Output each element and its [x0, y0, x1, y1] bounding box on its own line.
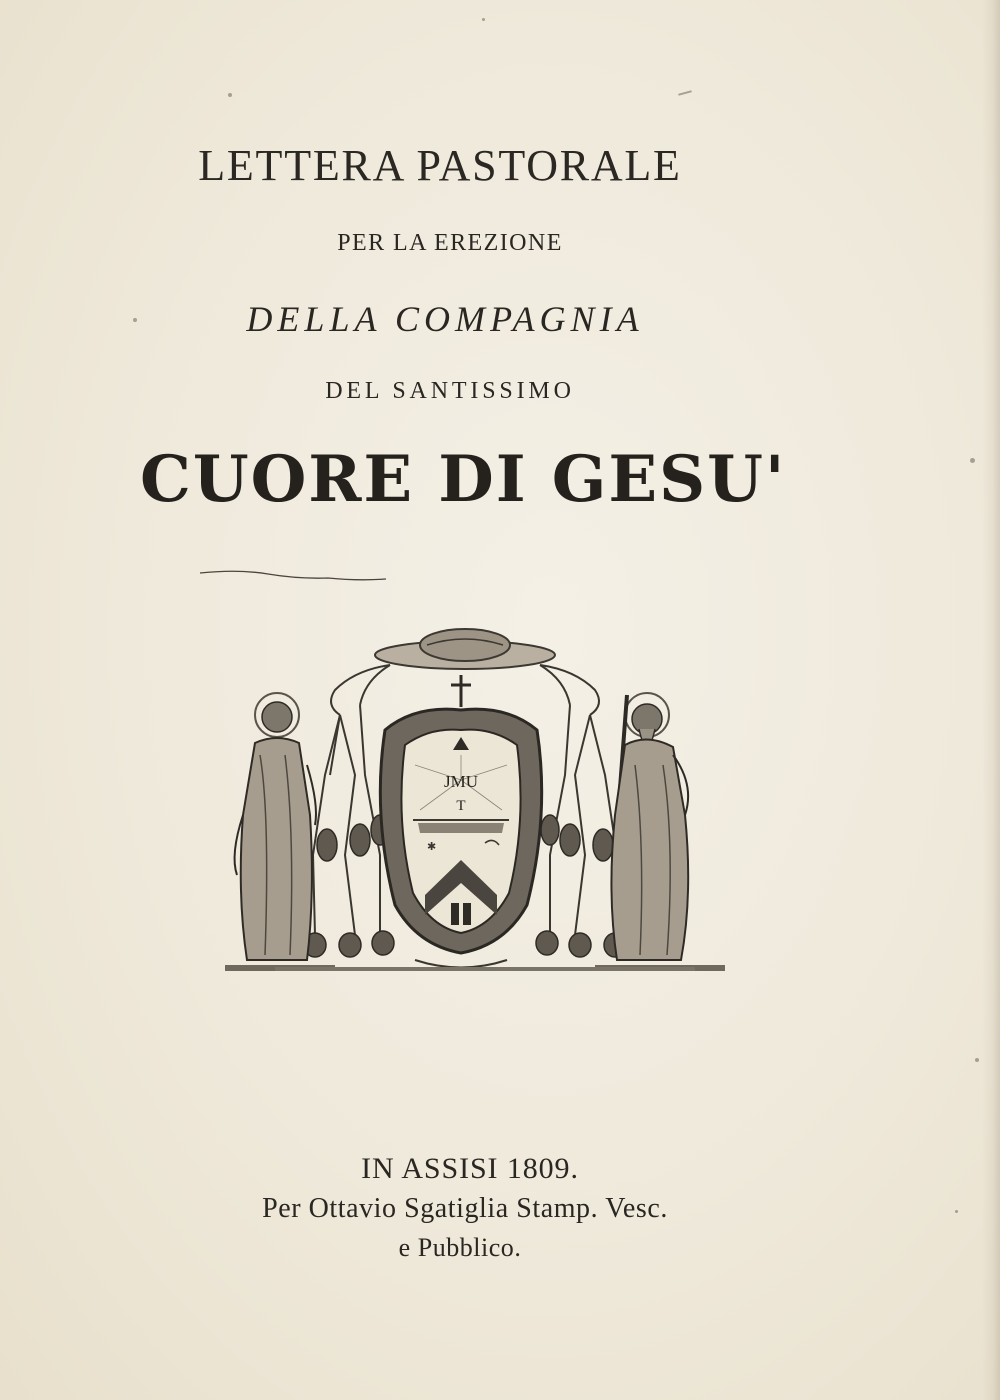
imprint-suffix: e Pubblico.	[398, 1233, 522, 1262]
title-lettera-pastorale: LETTERA PASTORALE	[198, 141, 682, 190]
paper-fleck	[678, 90, 692, 96]
paper-fleck	[975, 1058, 979, 1062]
subtitle-del-santissimo: DEL SANTISSIMO	[325, 378, 575, 404]
paper-fleck	[955, 1210, 958, 1213]
coat-of-arms-emblem	[215, 615, 735, 995]
page-edge-shadow	[982, 0, 1000, 1400]
imprint-printer: Per Ottavio Sgatiglia Stamp. Vesc.	[262, 1193, 668, 1224]
monogram-jmu: JMU	[443, 772, 479, 791]
saint-paul-figure-icon	[595, 693, 725, 971]
paper-fleck	[970, 458, 975, 463]
ground-line	[275, 967, 695, 971]
shield-icon	[380, 709, 541, 953]
shield-base-ornament	[415, 960, 507, 968]
monogram-t: T	[456, 798, 466, 814]
cross-icon	[451, 675, 471, 707]
paper-fleck	[228, 93, 232, 97]
paper-fleck	[133, 318, 137, 322]
galero-hat-icon	[375, 629, 555, 669]
imprint-place-year: IN ASSISI 1809.	[361, 1152, 579, 1185]
tassels-left-icon	[313, 665, 390, 935]
paper-fleck	[482, 18, 485, 21]
tassels-right-icon	[540, 665, 617, 935]
decorative-rule	[198, 565, 388, 585]
saint-peter-figure-icon	[225, 693, 335, 971]
subtitle-per-la-erezione: PER LA EREZIONE	[337, 230, 563, 256]
title-cuore-di-gesu: CUORE DI GESU'	[140, 442, 787, 517]
subtitle-della-compagnia: DELLA COMPAGNIA	[246, 299, 644, 339]
star-icon: ✱	[427, 840, 437, 853]
